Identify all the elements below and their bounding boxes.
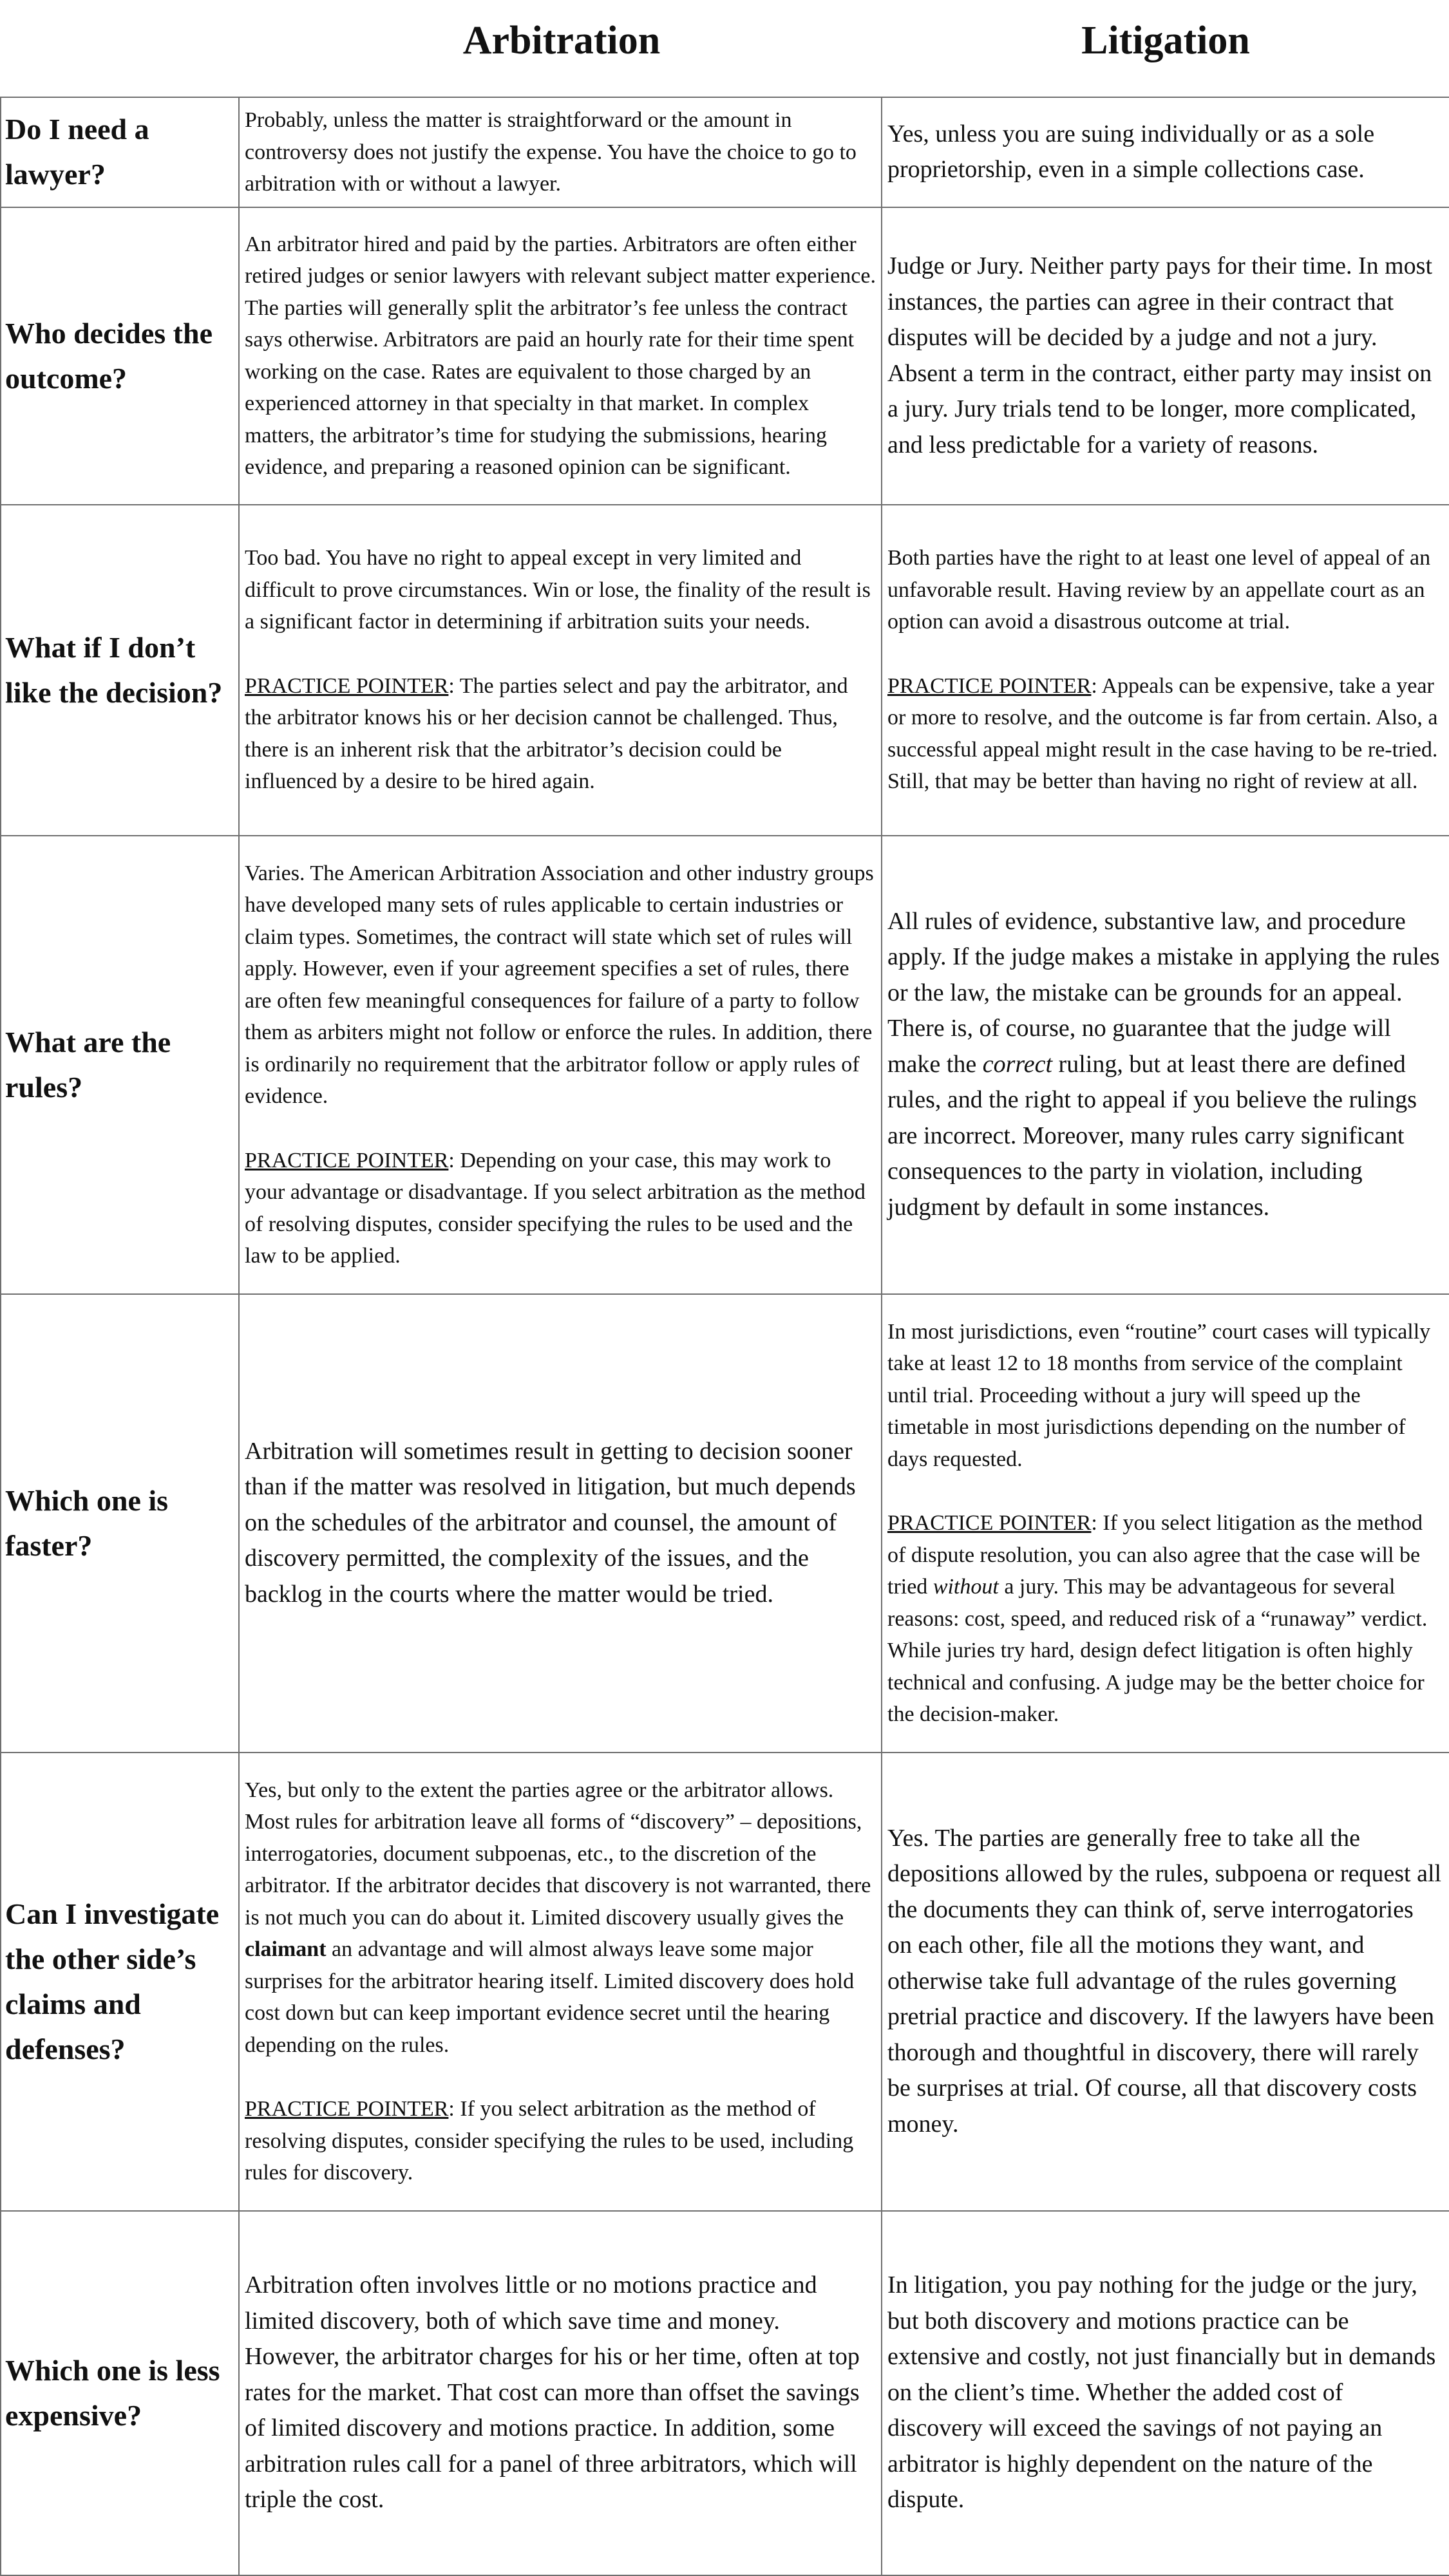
table-row — [1, 207, 1449, 505]
row-question: Can I investigate the other side’s claims and defenses? — [1, 1753, 239, 2211]
practice-pointer — [245, 2093, 876, 2189]
arbitration-cell: An arbitrator hired and paid by the parties. Arbitrators are often either retired judges or senior lawyers with relevant subject matter experience. The parties will generally split the arbitrator’s fee unless the contract says otherwise. Arbitrators are paid an hourly rate for their time spent working on the case. Rates are equivalent to those charged by an experienced attorney in that specialty in that market. In complex matters, the arbitrator’s time for studying the submissions, hearing evidence, and preparing a reasoned opinion can be significant. — [239, 207, 882, 505]
practice-pointer-text: : Appeals can be expensive, take a year or more to resolve, and the outcome is far from certain. Also, a successful appeal might result in the case having to be re-tried. Still, that may be better than having no right of review at all. — [887, 673, 1438, 794]
text-run: All rules of evidence, substantive law, and procedure apply. If the judge makes a mistake in applying the rules or the law, the mistake can be grounds for an appeal. There is, of course, no guarantee that the judge will make the — [887, 907, 1440, 1078]
litigation-cell: Judge or Jury. Neither party pays for their time. In most instances, the parties can agree in their contract that disputes will be decided by a judge and not a jury. Absent a term in the contract, either party may insist on a jury. Jury trials tend to be longer, more complicated, and less predictable for a variety of reasons. — [882, 207, 1449, 505]
arbitration-cell — [239, 505, 882, 836]
arbitration-cell: Probably, unless the matter is straightforward or the amount in controversy does not justify the expense. You have the choice to go to arbitration with or without a lawyer. — [239, 97, 882, 207]
practice-pointer — [887, 670, 1444, 798]
table-row — [1, 1753, 1449, 2211]
practice-pointer-text: : The parties select and pay the arbitrator, and the arbitrator knows his or her decision cannot be challenged. Thus, there is an inherent risk that the arbitrator’s decision could be influenced by a desire to be hired again. — [245, 673, 848, 794]
arbitration-cell: Arbitration will sometimes result in getting to decision sooner than if the matter was resolved in litigation, but much depends on the schedules of the arbitrator and counsel, the amount of discovery permitted, the complexity of the issues, and the backlog in the courts where the matter would be tried. — [239, 1294, 882, 1753]
cell-paragraph: Both parties have the right to at least one level of appeal of an unfavorable result. Having review by an appellate court as an option can avoid a disastrous outcome at trial. — [887, 546, 1431, 634]
litigation-cell: Yes. The parties are generally free to take all the depositions allowed by the rules, subpoena or request all the documents they can think of, serve interrogatories on each other, file all the motions they want, and otherwise take full advantage of the rules governing pretrial practice and discovery. If the lawyers have been thorough and thoughtful in discovery, there will rarely be surprises at trial. Of course, all that discovery costs money. — [882, 1753, 1449, 2211]
arbitration-cell: Arbitration often involves little or no motions practice and limited discovery, both of which save time and money. However, the arbitrator charges for his or her time, often at top rates for the market. That cost can more than offset the savings of limited discovery and motions practice. In addition, some arbitration rules call for a panel of three arbitrators, which will triple the cost. — [239, 2211, 882, 2575]
cell-paragraph — [245, 1774, 876, 2062]
practice-pointer-text: a jury. This may be advantageous for several reasons: cost, speed, and reduced risk of a “runaway” verdict. While juries try hard, design defect litigation is often highly technical and confusing. A judge may be the better choice for the decision-maker. — [887, 1575, 1428, 1726]
table-row — [1, 2211, 1449, 2575]
bold-text: claimant — [245, 1937, 327, 1961]
litigation-cell — [882, 1294, 1449, 1753]
cell-paragraph: Too bad. You have no right to appeal except in very limited and difficult to prove circumstances. Win or lose, the finality of the result is a significant factor in determining if arbitration suits your needs. — [245, 546, 871, 634]
practice-pointer — [245, 1145, 876, 1272]
practice-pointer-text: : If you select litigation as the method of dispute resolution, you can also agree that the case will be tried — [887, 1511, 1423, 1599]
practice-pointer-label: PRACTICE POINTER — [887, 673, 1092, 698]
emphasis-text: without — [933, 1575, 999, 1599]
table-row — [1, 836, 1449, 1294]
practice-pointer-label: PRACTICE POINTER — [887, 1511, 1092, 1535]
row-question: Do I need a lawyer? — [1, 97, 239, 207]
table-row — [1, 1294, 1449, 1753]
litigation-cell — [882, 836, 1449, 1294]
practice-pointer — [887, 1507, 1444, 1731]
litigation-column-header: Litigation — [1081, 19, 1250, 62]
table-row — [1, 505, 1449, 836]
arbitration-cell — [239, 1753, 882, 2211]
arbitration-column-header: Arbitration — [462, 19, 661, 62]
row-question: Who decides the outcome? — [1, 207, 239, 505]
litigation-cell: In litigation, you pay nothing for the judge or the jury, but both discovery and motions practice can be extensive and costly, not just financially but in demands on the client’s time. Whether the added cost of discovery will exceed the savings of not paying an arbitrator is highly dependent on the nature of the dispute. — [882, 2211, 1449, 2575]
practice-pointer-label: PRACTICE POINTER — [245, 1148, 449, 1172]
litigation-cell: Yes, unless you are suing individually or as a sole proprietorship, even in a simple collections case. — [882, 97, 1449, 207]
row-question: Which one is faster? — [1, 1294, 239, 1753]
row-question: Which one is less expensive? — [1, 2211, 239, 2575]
practice-pointer-text: : If you select arbitration as the method of resolving disputes, consider specifying the rules to be used, including rules for discovery. — [245, 2097, 854, 2185]
row-question: What if I don’t like the decision? — [1, 505, 239, 836]
text-run: ruling, but at least there are defined rules, and the right to appeal if you believe the rulings are incorrect. Moreover, many rules carry significant consequences to the party in violation, including judgment by default in some instances. — [887, 1050, 1417, 1221]
practice-pointer-label: PRACTICE POINTER — [245, 673, 449, 698]
comparison-table — [0, 97, 1449, 2576]
table-row — [1, 97, 1449, 207]
litigation-cell — [882, 505, 1449, 836]
cell-paragraph: Varies. The American Arbitration Association and other industry groups have developed many sets of rules applicable to certain industries or claim types. Sometimes, the contract will state which set of rules will apply. However, even if your agreement specifies a set of rules, there are often few meaningful consequences for failure of a party to follow them as arbiters might not follow or enforce the rules. In addition, there is ordinarily no requirement that the arbitrator follow or apply rules of evidence. — [245, 861, 874, 1108]
practice-pointer-label: PRACTICE POINTER — [245, 2097, 449, 2121]
emphasis-text: correct — [982, 1050, 1053, 1078]
arbitration-cell — [239, 836, 882, 1294]
practice-pointer-text: : Depending on your case, this may work to your advantage or disadvantage. If you select arbitration as the method of resolving disputes, consider specifying the rules to be used and the law to be applied. — [245, 1148, 866, 1268]
text-run: an advantage and will almost always leave some major surprises for the arbitrator hearing itself. Limited discovery does hold cost down but can keep important evidence secret until the hearing depending on the rules. — [245, 1937, 855, 2057]
practice-pointer — [245, 670, 876, 798]
row-question: What are the rules? — [1, 836, 239, 1294]
cell-paragraph: In most jurisdictions, even “routine” court cases will typically take at least 12 to 18 months from service of the complaint until trial. Proceeding without a jury will speed up the timetable in most jurisdictions depending on the number of days requested. — [887, 1319, 1431, 1471]
text-run: Yes, but only to the extent the parties agree or the arbitrator allows. Most rules for arbitration leave all forms of “discovery” – depositions, interrogatories, document subpoenas, etc., to the discretion of the arbitrator. If the arbitrator decides that discovery is not warranted, there is not much you can do about it. Limited discovery usually gives the — [245, 1778, 871, 1930]
